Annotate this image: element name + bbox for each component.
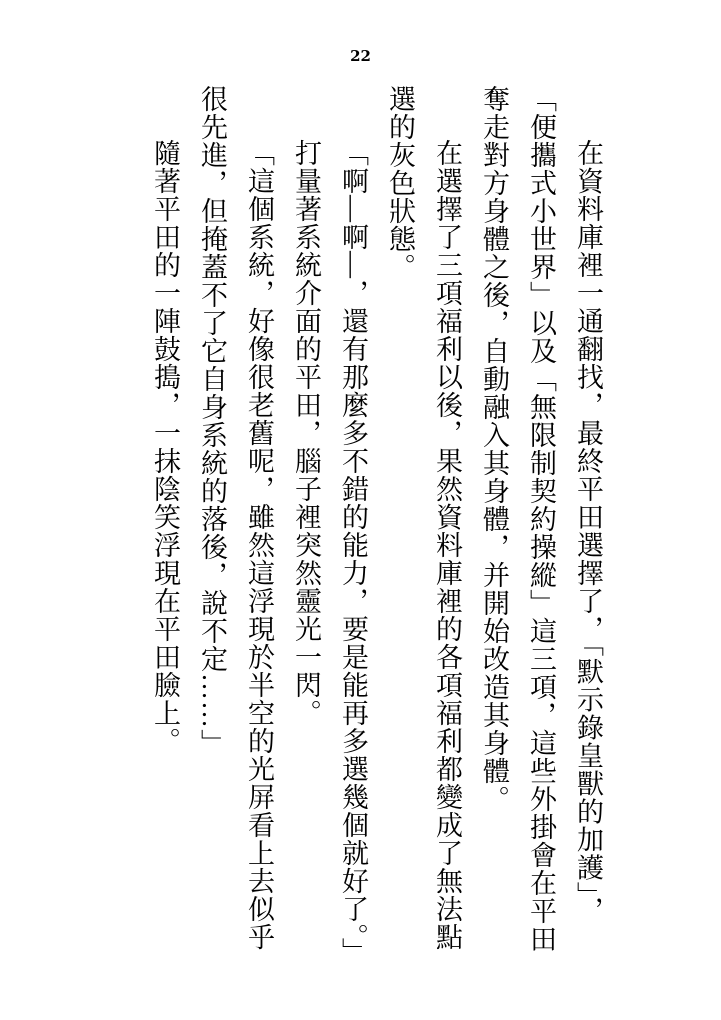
paragraph: 在選擇了三項福利以後，果然資料庫裡的各項福利都變成了無法點選的灰色狀態。 [385,85,462,951]
paragraph: 「啊—啊—，還有那麼多不錯的能力，要是能再多選幾個就好了。」 [338,139,368,966]
page-number: 22 [350,47,371,65]
page-text-block [141,85,611,966]
paragraph: 「這個系統，好像很老舊呢，雖然這浮現於半空的光屏看上去似乎很先進，但掩蓋不了它自身系統的落後，說不定……」 [197,85,274,951]
paragraph: 打量著系統介面的平田，腦子裡突然靈光一閃。 [291,139,321,727]
paragraph: 在資料庫裡一通翻找，最終平田選擇了，「默示錄皇獸的加護」，「便攜式小世界」以及「無限制契約操縱」這三項，這些外掛會在平田奪走對方身體之後，自動融入其身體，并開始改造其身體。 [479,85,603,953]
paragraph: 隨著平田的一陣鼓搗，一抹陰笑浮現在平田臉上。 [150,139,180,755]
